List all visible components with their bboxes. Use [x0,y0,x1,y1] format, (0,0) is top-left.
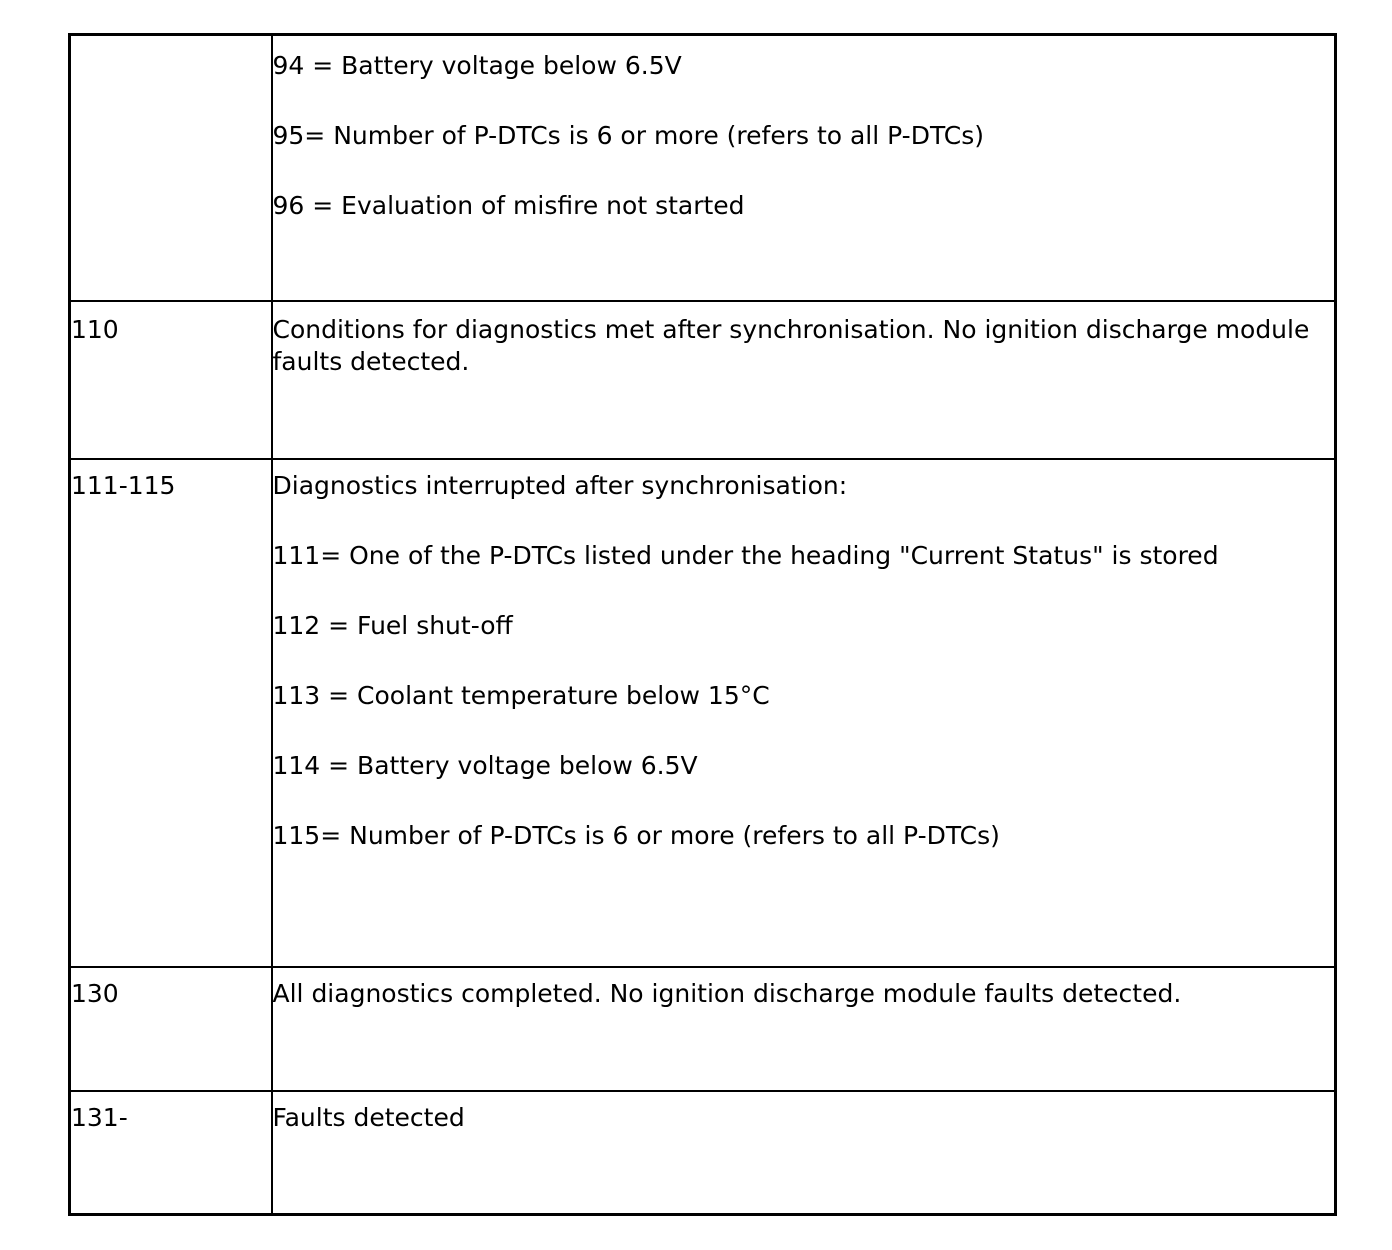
description-line: Conditions for diagnostics met after synchronisation. No ignition discharge module faults detected. [272,314,1310,376]
table-row [70,301,1336,459]
description-line: 111= One of the P-DTCs listed under the heading "Current Status" is stored [272,540,1219,570]
description-cell [272,1091,1336,1215]
description-line: 96 = Evaluation of misfire not started [272,191,745,220]
description-line: 115= Number of P-DTCs is 6 or more (refers to all P-DTCs) [272,820,1000,850]
table-row [70,967,1336,1091]
description-line: 114 = Battery voltage below 6.5V [272,750,698,780]
description-line: Faults detected [272,1102,465,1132]
description-line: 95= Number of P-DTCs is 6 or more (refers to all P-DTCs) [272,121,984,150]
description-line: All diagnostics completed. No ignition discharge module faults detected. [272,978,1182,1008]
table-row [70,35,1336,301]
code-cell: 131- [70,1091,272,1215]
description-cell [272,459,1336,967]
description-line: 113 = Coolant temperature below 15°C [272,680,770,710]
description-line: 112 = Fuel shut-off [272,610,513,640]
description-cell [272,35,1336,301]
table-row [70,459,1336,967]
code-cell: 110 [70,301,272,459]
code-cell: 111-115 [70,459,272,967]
description-line: 94 = Battery voltage below 6.5V [272,51,682,80]
code-cell: 130 [70,967,272,1091]
table-row [70,1091,1336,1215]
description-line: Diagnostics interrupted after synchronisation: [272,470,848,500]
description-cell [272,301,1336,459]
description-cell [272,967,1336,1091]
status-code-table [68,33,1337,1216]
code-cell [70,35,272,301]
